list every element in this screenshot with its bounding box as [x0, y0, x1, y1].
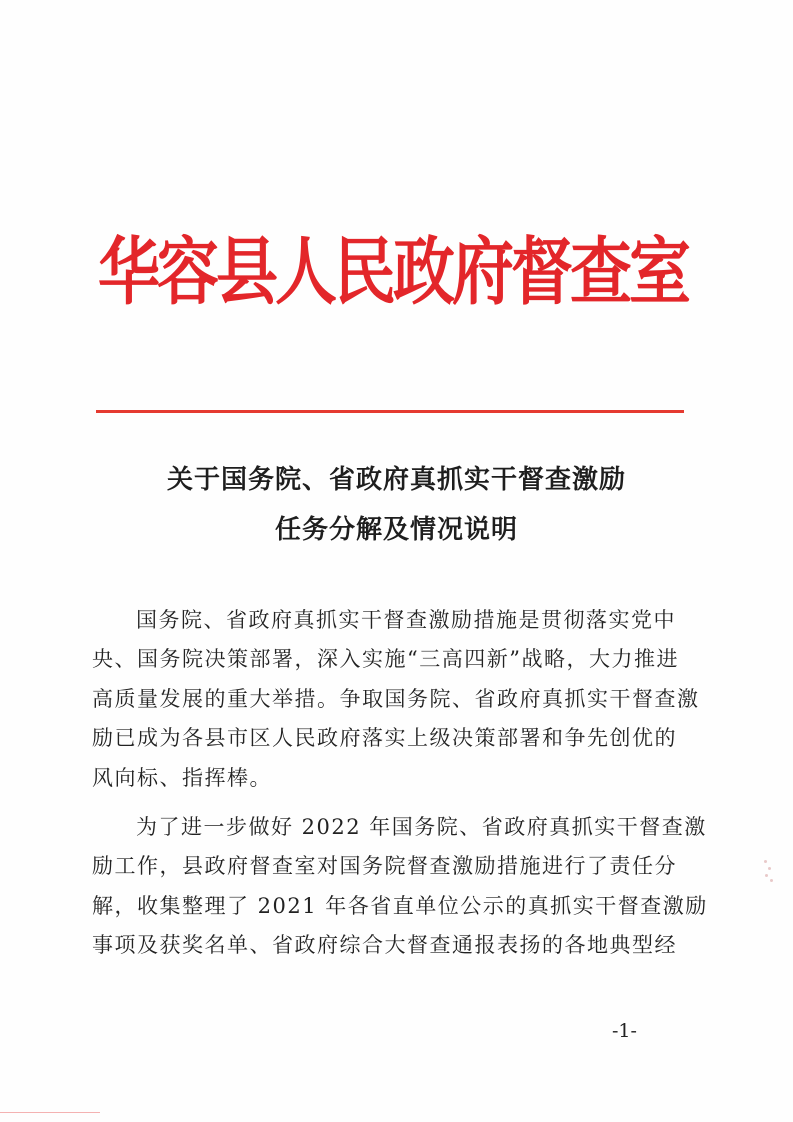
scan-edge-mark [0, 1112, 100, 1113]
scan-mark [762, 858, 776, 884]
body-line-1: 国务院、省政府真抓实干督查激励措施是贯彻落实党中 [136, 608, 676, 632]
body-line-7: 励工作，县政府督查室对国务院督查激励措施进行了责任分 [92, 854, 677, 878]
document-title-line-1: 关于国务院、省政府真抓实干督查激励 [166, 465, 626, 495]
body-line-3: 高质量发展的重大举措。争取国务院、省政府真抓实干督查激 [92, 687, 700, 711]
body-line-8: 解，收集整理了 2021 年各省直单位公示的真抓实干督查激励 [92, 894, 708, 918]
page-number: -1- [612, 1020, 637, 1042]
red-divider-line [96, 410, 684, 413]
body-line-9: 事项及获奖名单、省政府综合大督查通报表扬的各地典型经 [92, 933, 677, 957]
body-line-2: 央、国务院决策部署，深入实施“三高四新”战略，大力推进 [92, 647, 679, 671]
document-title-line-2: 任务分解及情况说明 [274, 515, 518, 545]
body-line-4: 励已成为各县市区人民政府落实上级决策部署和争先创优的 [92, 726, 677, 750]
body-line-5: 风向标、指挥棒。 [92, 766, 272, 790]
issuing-organization-header: 华容县人民政府督查室 [98, 228, 689, 315]
body-line-6: 为了进一步做好 2022 年国务院、省政府真抓实干督查激 [136, 815, 707, 839]
